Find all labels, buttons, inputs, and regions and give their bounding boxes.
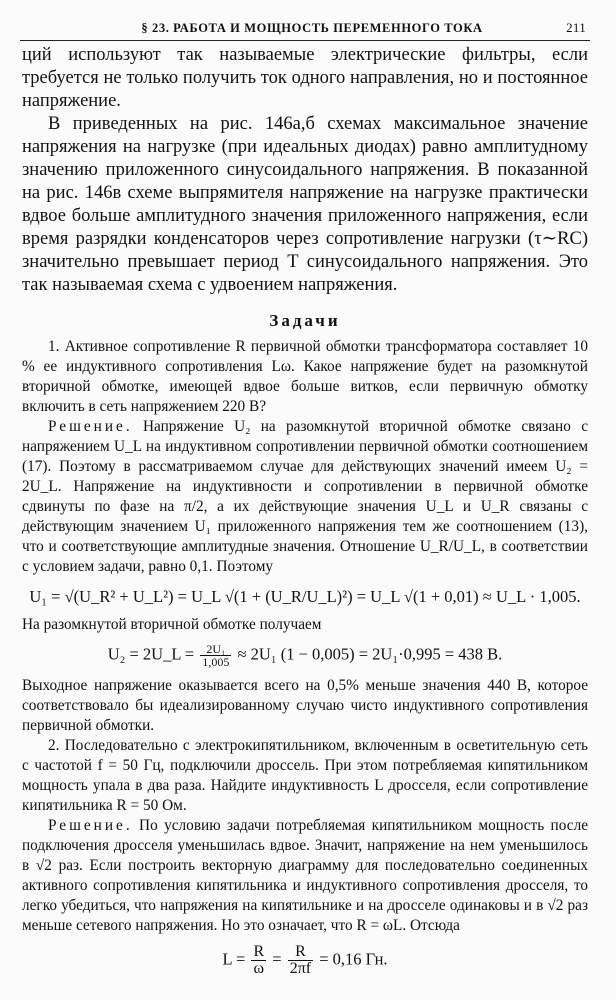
problem-2-statement: 2. Последовательно с электрокипятильником, включенным в осветительную сеть с частотой f = 50 Гц, подключили дроссель. При этом потребляемая кипятильником мощность упала в два раза. Найдите индуктивность L дросселя, если сопротивление кипятильника R = 50 Ом. [22, 737, 588, 814]
formula-u2 [22, 643, 588, 668]
page-content [22, 44, 588, 985]
solution-label: Решение. [48, 418, 133, 435]
fraction-r-omega [251, 944, 266, 977]
fraction-r-2pif [288, 944, 313, 977]
solution-text: По условию задачи потребляемая кипятильником мощность после подключения дросселя уменьшилась вдвое. Значит, напряжение на нем уменьшилось в √2 раз. Если построить векторную диаграмму для последовательно соединенных активного сопротивления кипятильника и индуктивного сопротивления дросселя, то легко убедиться, что напряжения на кипятильнике и на дросселе одинаковы и в √2 раз меньше сетевого напряжения. Но это означает, что R = ωL. Отсюда [22, 817, 588, 934]
formula-l-right: = 0,16 Гн. [319, 949, 388, 969]
paragraph-doubler: В приведенных на рис. 146а,б схемах максимальное значение напряжения на нагрузке (при идеальных диодах) равно амплитудному значению приложенного синусоидального напряжения. В показанной на рис. 146в схеме выпрямителя напряжение на нагрузке практически вдвое больше амплитудного значения приложенного напряжения, если время разрядки конденсаторов через сопротивление нагрузки (τ∼RC) значительно превышает период T синусоидального напряжения. Это так называемая схема с удвоением напряжения. [22, 114, 588, 295]
formula-l-left: L = [222, 949, 246, 969]
formula-inductance [22, 944, 588, 977]
solution-text: Напряжение U₂ на разомкнутой вторичной обмотке связано с напряжением U_L на индуктивном сопротивлении первичной обмотки соотношением (17). Поэтому в рассматриваемом случае для действующих значений имеем U₂ = 2U_L. Напряжение на индуктивности и сопротивлении в первичной обмотке сдвинуты по фазе на π/2, а их действующие значения U_L и U_R связаны с действующим значением U₁ приложенного напряжения тем же соотношением (13), что и соответствующие амплитудные значения. Отношение U_R/U_L, в соответствии с условием задачи, равно 0,1. Поэтому [22, 418, 588, 575]
fraction-numerator: R [288, 944, 313, 961]
formula-u2-fraction [200, 643, 231, 668]
problem-1-statement: 1. Активное сопротивление R первичной обмотки трансформатора составляет 10 % ее индуктивного сопротивления Lω. Какое напряжение будет на разомкнутой вторичной обмотке, имеющей вдвое больше витков, если первичную обмотку включить в сеть напряжением 220 В? [22, 338, 588, 415]
problem-2-solution [22, 816, 588, 936]
problem-1-solution [22, 417, 588, 577]
paragraph-continued: ций используют так называемые электрические фильтры, если требуется не только получить ток одного направления, но и постоянное напряжение. [22, 45, 588, 111]
formula-u2-left: U₂ = 2U_L = [107, 644, 195, 664]
fraction-numerator: R [253, 943, 265, 960]
section-title: § 23. РАБОТА И МОЩНОСТЬ ПЕРЕМЕННОГО ТОКА [141, 21, 483, 35]
fraction-denominator: 1,005 [202, 655, 230, 669]
problem-1-conclusion: Выходное напряжение оказывается всего на 0,5% меньше значения 440 В, которое соответствовало бы идеализированному случаю чисто индуктивного сопротивления первичной обмотки. [22, 677, 588, 734]
problems-heading: Задачи [269, 311, 341, 330]
header-rule [20, 40, 590, 41]
formula-u2-right: ≈ 2U₁ (1 − 0,005) = 2U₁·0,995 = 438 В. [237, 644, 503, 664]
problem-1-between: На разомкнутой вторичной обмотке получаем [22, 616, 322, 633]
equals-sign: = [272, 949, 282, 969]
fraction-denominator: 2πf [289, 960, 312, 977]
fraction-numerator: 2U₁ [200, 643, 231, 656]
running-header [58, 14, 586, 36]
page-number: 211 [566, 20, 586, 35]
formula-u1: U₁ = √(U_R² + U_L²) = U_L √(1 + (U_R/U_L)²) = U_L √(1 + 0,01) ≈ U_L · 1,005. [29, 587, 581, 606]
solution-label: Решение. [48, 817, 133, 834]
fraction-denominator: ω [253, 960, 265, 977]
